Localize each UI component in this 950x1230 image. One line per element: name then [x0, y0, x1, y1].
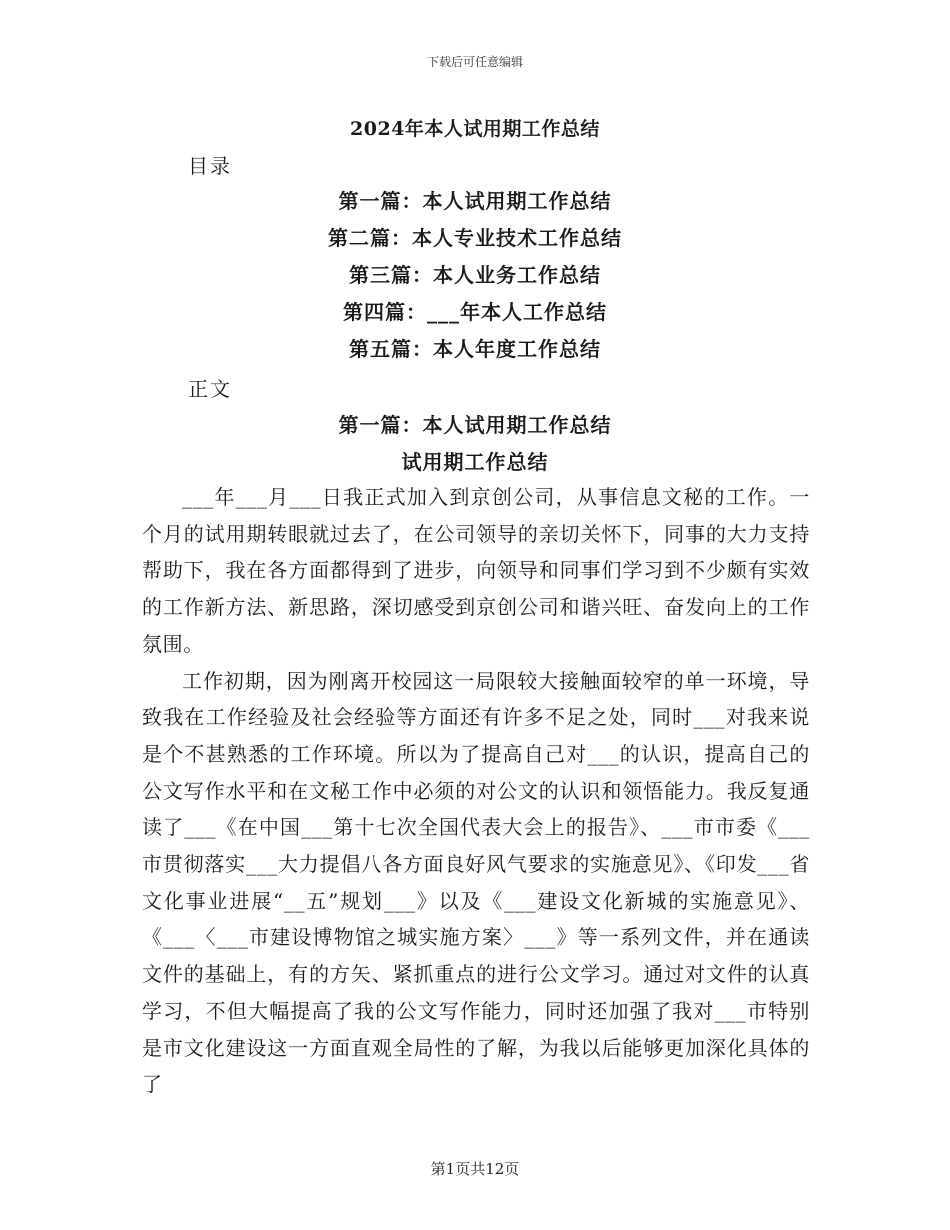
toc-item: 第三篇：本人业务工作总结 — [349, 263, 601, 287]
paragraph: 工作初期，因为刚离开校园这一局限较大接触面较窄的单一环境，导致我在工作经验及社会经验等方面还有许多不足之处，同时___对我来说是个不甚熟悉的工作环境。所以为了提高自己对___的认识，提高自己的公文写作水平和在文秘工作中必须的对公文的认识和领悟能力。我反复通读了___《在中国___第十七次全国代表大会上的报告》、___市市委《___市贯彻落实___大力提倡八各方面良好风气要求的实施意见》、《印发___省文化事业进展“__五”规划___》以及《___建设文化新城的实施意见》、《___〈___市建设博物馆之城实施方案〉___》等一系列文件，并在通读文件的基础上，有的方矢、紧抓重点的进行公文学习。通过对文件的认真学习，不但大幅提高了我的公文写作能力，同时还加强了我对___市特别是市文化建设这一方面直观全局性的了解，为我以后能够更加深化具体的了 — [142, 668, 810, 1097]
chapter-heading: 第一篇：本人试用期工作总结 — [338, 413, 612, 437]
toc-item: 第二篇：本人专业技术工作总结 — [328, 226, 622, 250]
header-note: 下载后可任意编辑 — [426, 55, 523, 69]
document-title: 2024年本人试用期工作总结 — [350, 118, 600, 140]
page-footer: 第1页共12页 — [430, 1160, 520, 1178]
table-of-contents — [0, 186, 950, 371]
toc-item: 第一篇：本人试用期工作总结 — [338, 189, 612, 213]
toc-item: 第四篇：___年本人工作总结 — [343, 300, 607, 324]
paragraph: ___年___月___日我正式加入到京创公司，从事信息文秘的工作。一个月的试用期转眼就过去了，在公司领导的亲切关怀下，同事的大力支持帮助下，我在各方面都得到了进步，向领导和同事们学习到不少颇有实效的工作新方法、新思路，深切感受到京创公司和谐兴旺、奋发向上的工作氛围。 — [142, 485, 810, 656]
toc-item: 第五篇：本人年度工作总结 — [349, 337, 601, 361]
body-text — [142, 479, 810, 1103]
body-label: 正文 — [188, 377, 232, 401]
toc-label: 目录 — [188, 154, 232, 178]
article-title: 试用期工作总结 — [401, 450, 549, 474]
